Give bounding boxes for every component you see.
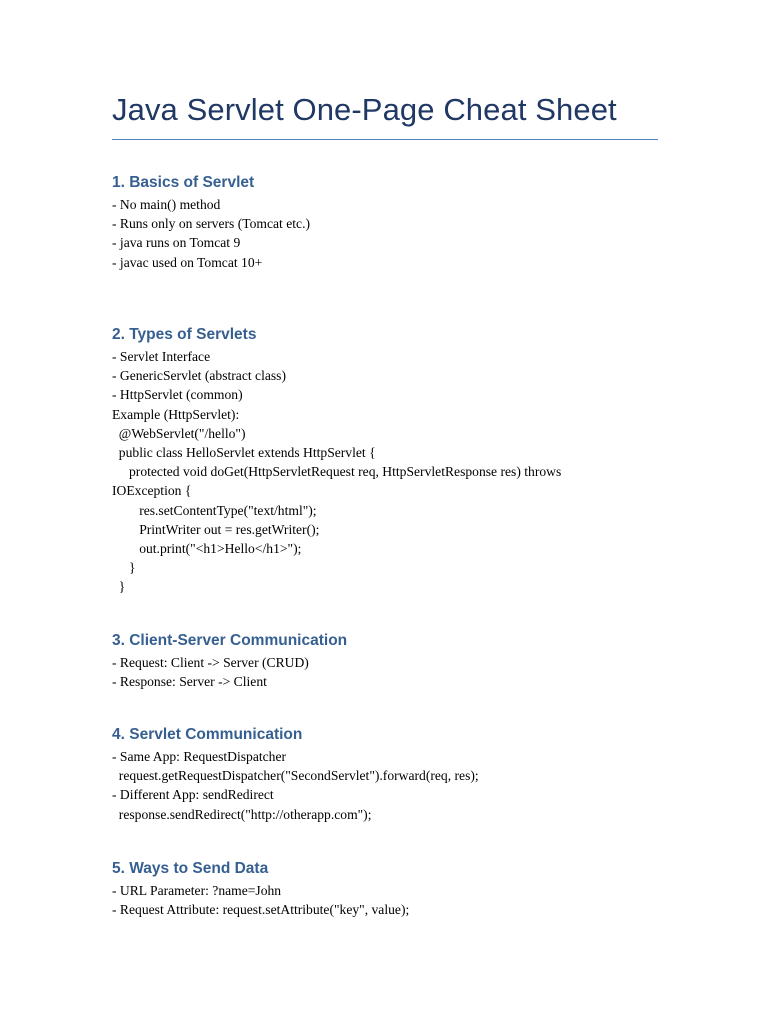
text-line: - URL Parameter: ?name=John [112, 883, 282, 898]
code-line: response.sendRedirect("http://otherapp.com"); [112, 806, 372, 822]
title-divider [112, 139, 658, 140]
text-line: - Runs only on servers (Tomcat etc.) [112, 216, 310, 232]
text-line: Example (HttpServlet): [112, 406, 240, 422]
code-line: PrintWriter out = res.getWriter(); [112, 521, 320, 537]
text-line: - Request: Client -> Server (CRUD) [112, 655, 309, 670]
section-heading: 5. Ways to Send Data [112, 860, 269, 877]
code-line: } [112, 579, 126, 595]
code-line: protected void doGet(HttpServletRequest req, HttpServletResponse res) throws [112, 464, 562, 480]
text-line: - HttpServlet (common) [112, 387, 243, 403]
page-title: Java Servlet One-Page Cheat Sheet [112, 92, 617, 127]
text-line: - Request Attribute: request.setAttribute("key", value); [112, 902, 410, 918]
code-line: res.setContentType("text/html"); [112, 502, 317, 518]
code-line: public class HelloServlet extends HttpServlet { [112, 444, 376, 460]
code-line: request.getRequestDispatcher("SecondServlet").forward(req, res); [112, 768, 479, 784]
section-types [112, 324, 712, 596]
section-heading: 4. Servlet Communication [112, 726, 303, 743]
text-line: - Different App: sendRedirect [112, 787, 274, 803]
section-send-data [112, 858, 712, 919]
text-line: - Response: Server -> Client [112, 674, 267, 690]
section-basics [112, 172, 712, 272]
text-line: - No main() method [112, 197, 221, 212]
section-heading: 1. Basics of Servlet [112, 174, 255, 191]
code-line: IOException { [112, 483, 192, 499]
section-heading: 3. Client-Server Communication [112, 632, 348, 649]
code-line: out.print("<h1>Hello</h1>"); [112, 540, 302, 556]
text-line: - Servlet Interface [112, 349, 211, 364]
code-line: @WebServlet("/hello") [112, 425, 246, 441]
section-client-server [112, 630, 712, 691]
section-heading: 2. Types of Servlets [112, 326, 257, 343]
section-servlet-communication [112, 724, 712, 824]
code-line: } [112, 560, 136, 576]
text-line: - javac used on Tomcat 10+ [112, 254, 263, 270]
text-line: - java runs on Tomcat 9 [112, 235, 241, 251]
text-line: - GenericServlet (abstract class) [112, 368, 286, 384]
text-line: - Same App: RequestDispatcher [112, 749, 287, 764]
